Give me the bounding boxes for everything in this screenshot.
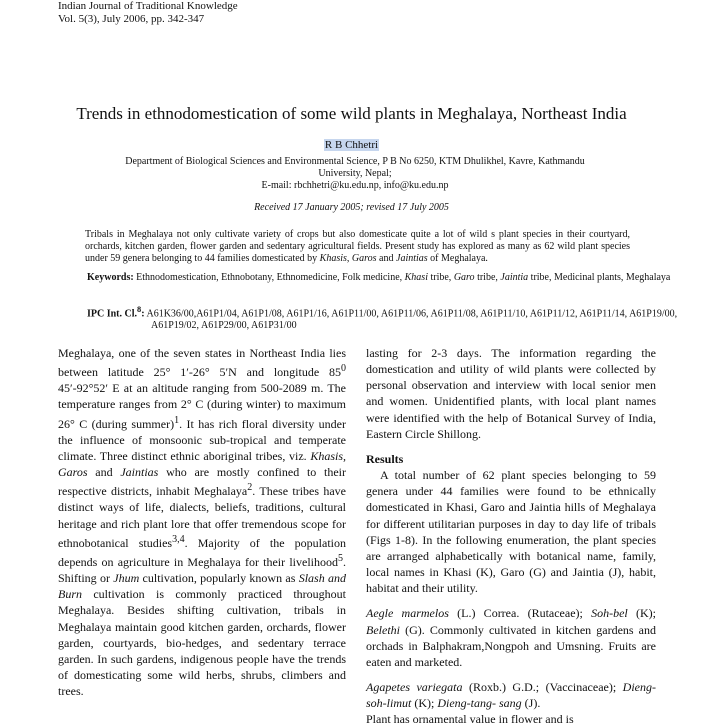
keyword-italic: Khasi	[404, 272, 428, 283]
intro-paragraph	[58, 345, 346, 699]
body-text: (K);	[627, 606, 656, 621]
abstract-italic-khasis: Khasis	[319, 253, 347, 264]
citation-superscript[interactable]: 3,4	[172, 533, 185, 545]
affiliation-line-2: University, Nepal;	[318, 168, 392, 179]
affiliation-line-1: Department of Biological Sciences and Environmental Science, P B No 6250, KTM Dhulikhel, Kavre, Kathmandu	[125, 156, 585, 167]
keywords-text: tribe, Medicinal plants, Meghalaya	[528, 272, 671, 283]
abstract-text: of Meghalaya.	[427, 253, 488, 264]
species-name: Agapetes variegata	[366, 679, 463, 694]
body-text: cultivation, popularly known as	[139, 571, 299, 586]
body-text: . It has rich floral diversity under the influence of monsoonic sub-tropical and temperate climate. Three distinct ethnic aboriginal tribes, viz.	[58, 416, 346, 463]
local-name: Soh-bel	[591, 606, 628, 621]
body-italic: Slash and Burn	[58, 571, 346, 602]
body-text: . These tribes have distinct ways of life, dialects, beliefs, traditions, cultural heritage and rich plant lore that offer tremendous scope for ethnobotanical studies	[58, 484, 346, 550]
results-heading: Results	[366, 451, 404, 466]
keywords	[87, 272, 695, 284]
body-italic: Khasis, Garos	[58, 448, 346, 480]
local-name: Dieng-tang- sang	[437, 696, 522, 711]
local-name: Belethi	[366, 622, 400, 637]
citation-superscript[interactable]: 5	[338, 552, 343, 564]
body-text: 45′-92°52′ E at an altitude ranging from 500-2089 m. The temperature ranges from 2° C (during winter) to maximum 26° C (during summer)	[58, 381, 346, 431]
body-text: (G). Commonly cultivated in kitchen gardens and orchads in Balphakram,Nongpoh and Umsning. Fruits are eaten and marketed.	[366, 622, 656, 669]
ipc-label: IPC Int. Cl.	[87, 308, 138, 320]
ipc-codes: A61K36/00,A61P1/04, A61P1/08, A61P1/16, A61P11/00, A61P11/06, A61P11/08, A61P11/10, A61P11/12, A61P11/14, A61P19/00, A61P19/02, A61P29/00, A61P31/00	[144, 308, 678, 332]
body-text: (L.) Correa. (Rutaceae);	[448, 606, 592, 621]
abstract-text: and	[376, 253, 396, 264]
species-entry-aegle	[366, 605, 656, 670]
local-name: Dieng-soh-limut	[366, 679, 656, 711]
keywords-text: Ethnodomestication, Ethnobotany, Ethnomedicine, Folk medicine,	[133, 272, 405, 283]
truncated-line: Plant has ornamental value in flower and is	[366, 712, 574, 727]
keywords-text: tribe,	[474, 272, 501, 283]
body-text: (Roxb.) G.D.; (Vaccinaceae);	[462, 679, 623, 694]
body-text: and	[87, 465, 121, 480]
journal-header	[58, 0, 238, 26]
keywords-label: Keywords:	[87, 272, 134, 283]
citation-superscript[interactable]: 2	[247, 482, 253, 494]
body-text: Meghalaya, one of the seven states in Northeast India lies between latitude 25° 1′-26° 5′N and longitude 85	[58, 346, 346, 380]
body-column-right	[366, 345, 656, 727]
ipc-sup: 8	[137, 305, 142, 314]
keyword-italic: Jaintia	[500, 272, 529, 283]
keywords-text: tribe,	[427, 272, 454, 283]
paper-title: Trends in ethnodomestication of some wild plants in Meghalaya, Northeast India	[76, 104, 627, 123]
author-name[interactable]: R B Chhetri	[324, 139, 379, 151]
body-text: . Shifting or	[58, 554, 346, 586]
received-dates: Received 17 January 2005; revised 17 July 2005	[254, 202, 449, 213]
author-line	[0, 139, 703, 151]
keyword-italic: Garo	[453, 272, 475, 283]
superscript: 0	[341, 363, 346, 375]
author-email: E-mail: rbchhetri@ku.edu.np, info@ku.edu.np	[261, 180, 449, 191]
species-entry-agapetes	[366, 679, 656, 711]
ipc-colon: :	[141, 308, 145, 320]
body-column-left	[58, 345, 346, 699]
citation-superscript[interactable]: 1	[174, 414, 180, 426]
affiliation	[95, 156, 615, 192]
body-text: who are mostly confined to their respective districts, inhabit Meghalaya	[58, 465, 346, 499]
abstract-text: Tribals in Meghalaya not only cultivate variety of crops but also domesticate quite a lot of wild s plant species in their courtyard, orchards, kitchen garden, flower garden and sedentary agricultural fields. Present study has explored as many as 62 wild plant species under 59 genera belonging to 44 families domesticated by	[85, 229, 630, 264]
abstract-italic-jaintias: Jaintias	[396, 253, 428, 264]
body-text: (J).	[521, 696, 541, 711]
abstract-italic-garos: Garos	[351, 253, 377, 264]
methods-paragraph: lasting for 2-3 days. The information regarding the domestication and utility of wild plants were collected by personal observation and interview with local senior men and women. Unidentified plants, with local plant names were identified with the help of Botanical Survey of India, Eastern Circle Shillong.	[366, 346, 656, 441]
body-text: cultivation is commonly practiced throughout Meghalaya. Besides shifting cultivation, tribals in Meghalaya maintain good kitchen garden, orchards, flower garden, courtyards, bio-hedges, and sedentary terrace garden. In such gardens, indigenous people have the trends of domesticating some wild herbs, shrubs, climbers and trees.	[58, 587, 346, 699]
journal-issue: Vol. 5(3), July 2006, pp. 342-347	[58, 13, 205, 25]
ipc-classification	[87, 304, 711, 332]
abstract-text: ,	[346, 253, 352, 264]
body-text: (K);	[411, 696, 438, 711]
results-paragraph: A total number of 62 plant species belonging to 59 genera under 44 families were found to be ethnically domesticated in Khasi, Garo and Jaintia hills of Meghalaya for different utilitarian purposes in day to day life of tribals (Figs 1-8). In the following enumeration, the plant species are arranged alphabetically with botanical name, family, local names in Khasi (K), Garo (G) and Jaintia (J), habit, habitat and their utility.	[366, 468, 656, 596]
body-italic: Jhum	[113, 571, 140, 586]
abstract	[85, 229, 630, 265]
species-name: Aegle marmelos	[366, 606, 449, 621]
journal-name: Indian Journal of Traditional Knowledge	[58, 0, 238, 12]
body-text: . Majority of the population depends on agriculture in Meghalaya for their livelihood	[58, 535, 346, 569]
body-italic: Jaintias	[120, 465, 159, 480]
